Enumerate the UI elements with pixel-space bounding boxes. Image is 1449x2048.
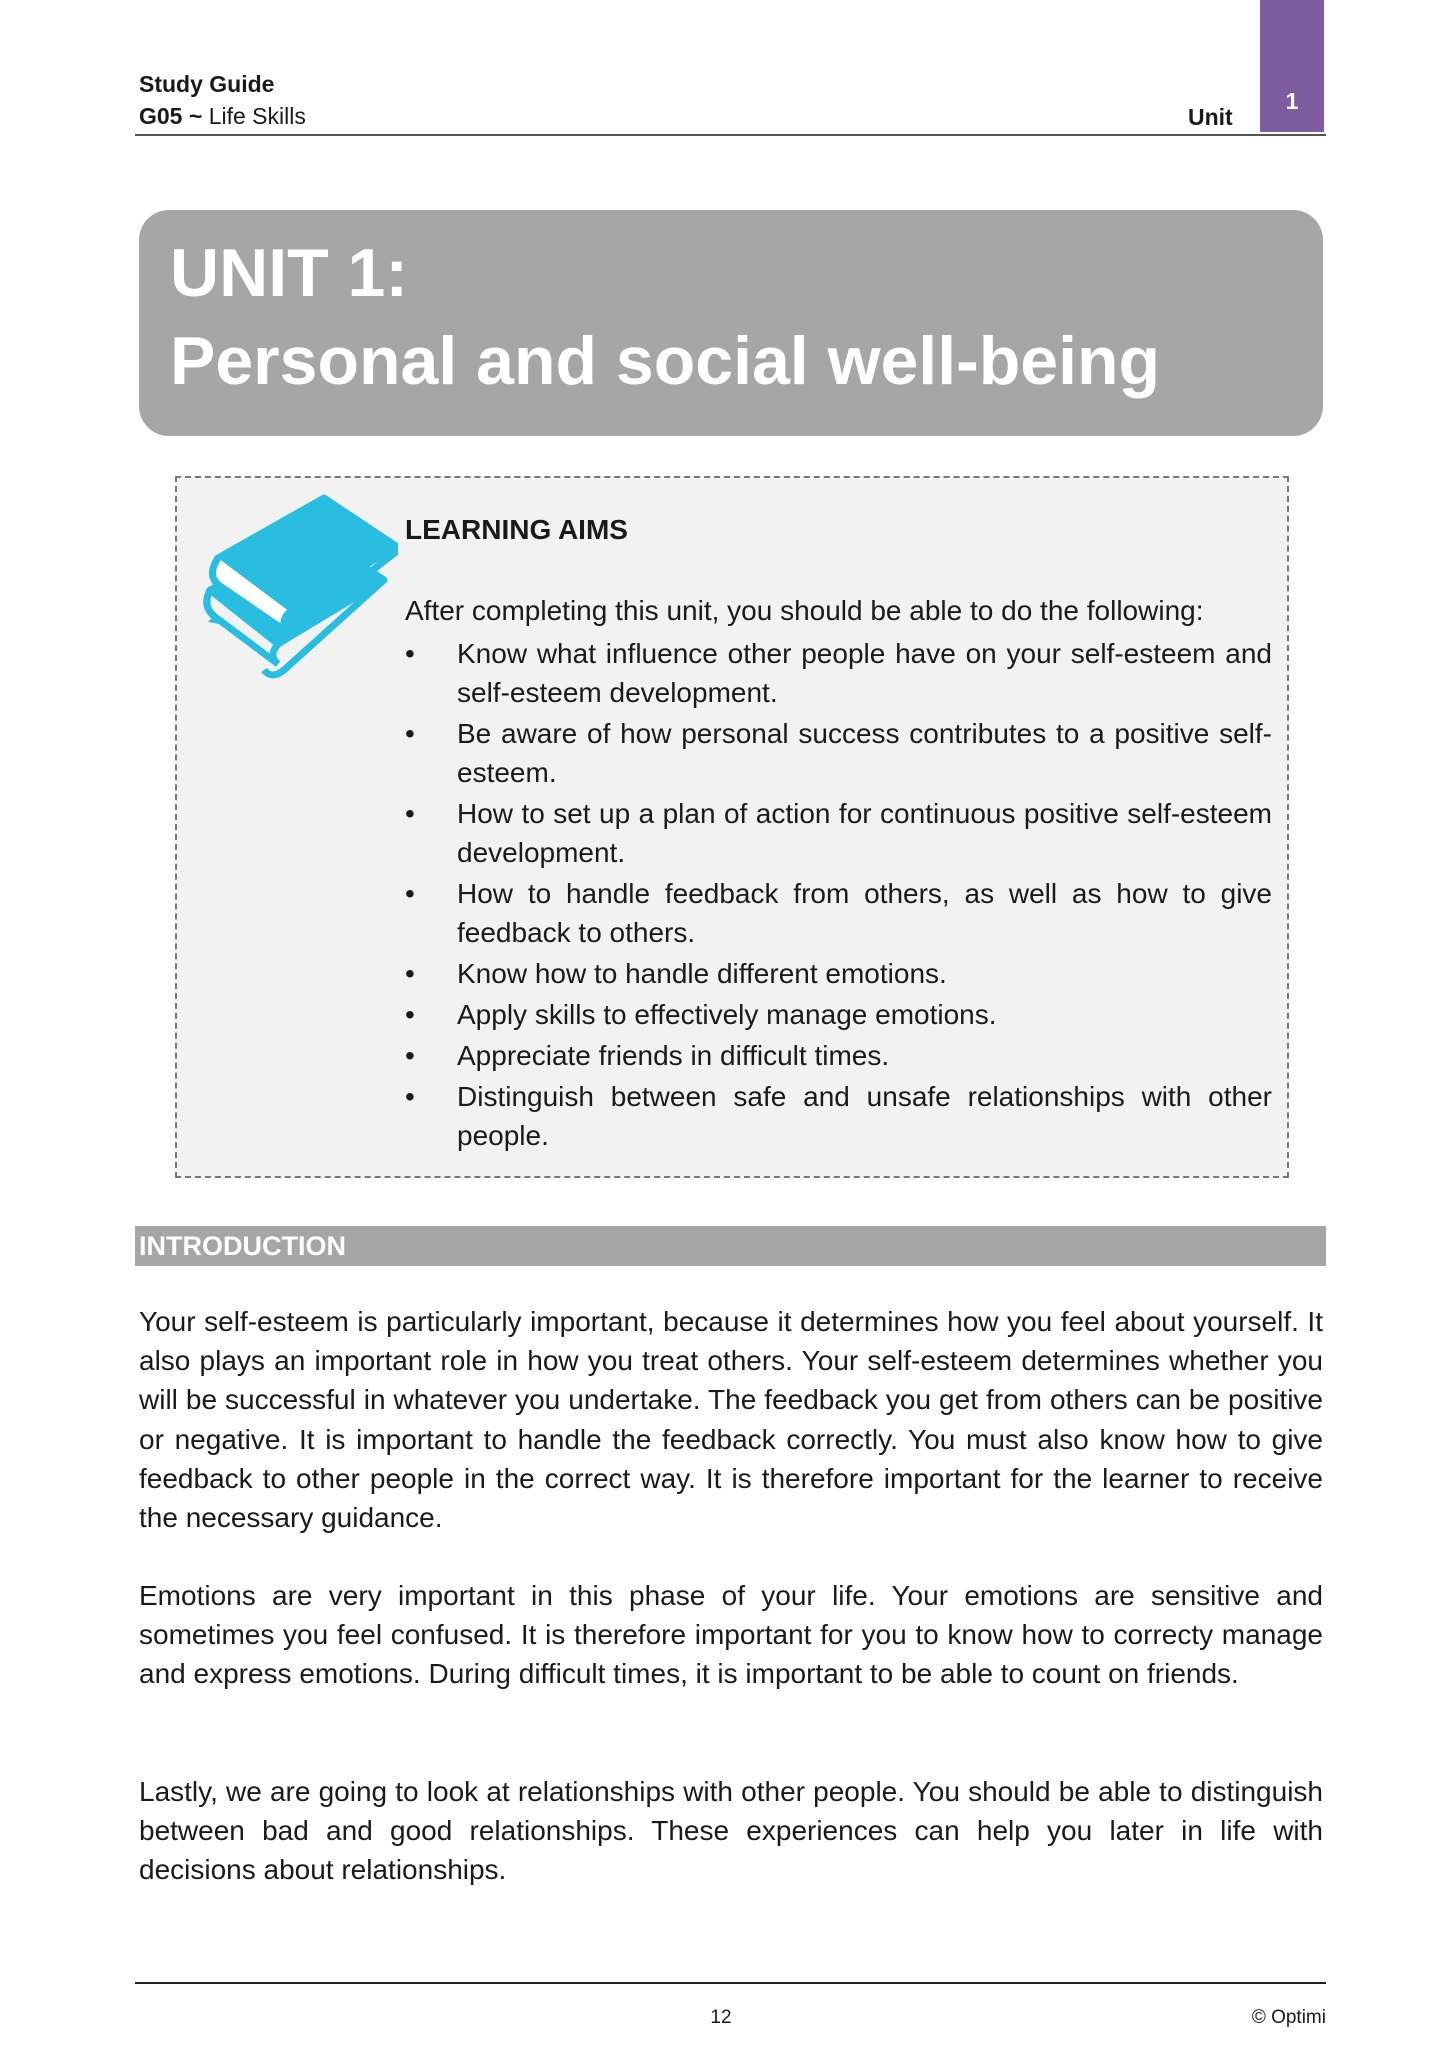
list-item: • Distinguish between safe and unsafe relationships with other people. xyxy=(405,1077,1272,1155)
unit-heading: UNIT 1: xyxy=(170,235,408,311)
introduction-heading: INTRODUCTION xyxy=(139,1231,346,1261)
unit-number: 1 xyxy=(1285,88,1299,114)
list-item: • Be aware of how personal success contributes to a positive self-esteem. xyxy=(405,714,1272,792)
unit-title: Personal and social well-being xyxy=(170,323,1161,399)
header-divider xyxy=(135,134,1326,136)
guide-title: Study Guide xyxy=(139,71,275,97)
learning-aims-list xyxy=(405,634,1272,1157)
list-item: • How to set up a plan of action for continuous positive self-esteem development. xyxy=(405,794,1272,872)
footer-divider xyxy=(135,1982,1326,1984)
course-name: Life Skills xyxy=(208,103,306,129)
unit-tab xyxy=(1260,0,1324,132)
learning-aims-title: LEARNING AIMS xyxy=(405,514,628,545)
course-code: G05 ~ xyxy=(139,103,203,129)
copyright: © Optimi xyxy=(1251,2007,1326,2028)
unit-label: Unit xyxy=(1188,104,1233,130)
page-number: 12 xyxy=(710,2007,732,2028)
list-item: • Know what influence other people have on your self-esteem and self-esteem development. xyxy=(405,634,1272,712)
introduction-heading-bar xyxy=(135,1226,1326,1266)
introduction-paragraph: Emotions are very important in this phase of your life. Your emotions are sensitive and sometimes you feel confused. It is therefore important for you to know how to correcty manage and express emotions. During difficult times, it is important to be able to count on friends. xyxy=(139,1580,1323,1690)
books-icon xyxy=(198,494,398,680)
list-item: • Appreciate friends in difficult times. xyxy=(405,1036,1272,1075)
course-label xyxy=(139,102,306,130)
unit-banner xyxy=(139,210,1323,436)
list-item: • Know how to handle different emotions. xyxy=(405,954,1272,993)
learning-aims-intro: After completing this unit, you should be able to do the following: xyxy=(405,595,1204,626)
list-item: • Apply skills to effectively manage emotions. xyxy=(405,995,1272,1034)
introduction-paragraph: Your self-esteem is particularly important, because it determines how you feel about yourself. It also plays an important role in how you treat others. Your self-esteem determines whether you will be successful in whatever you undertake. The feedback you get from others can be positive or negative. It is important to handle the feedback correctly. You must also know how to give feedback to other people in the correct way. It is therefore important for the learner to receive the necessary guidance. xyxy=(139,1306,1323,1534)
introduction-paragraph: Lastly, we are going to look at relationships with other people. You should be able to distinguish between bad and good relationships. These experiences can help you later in life with decisions about relationships. xyxy=(139,1776,1323,1886)
list-item: • How to handle feedback from others, as well as how to give feedback to others. xyxy=(405,874,1272,952)
